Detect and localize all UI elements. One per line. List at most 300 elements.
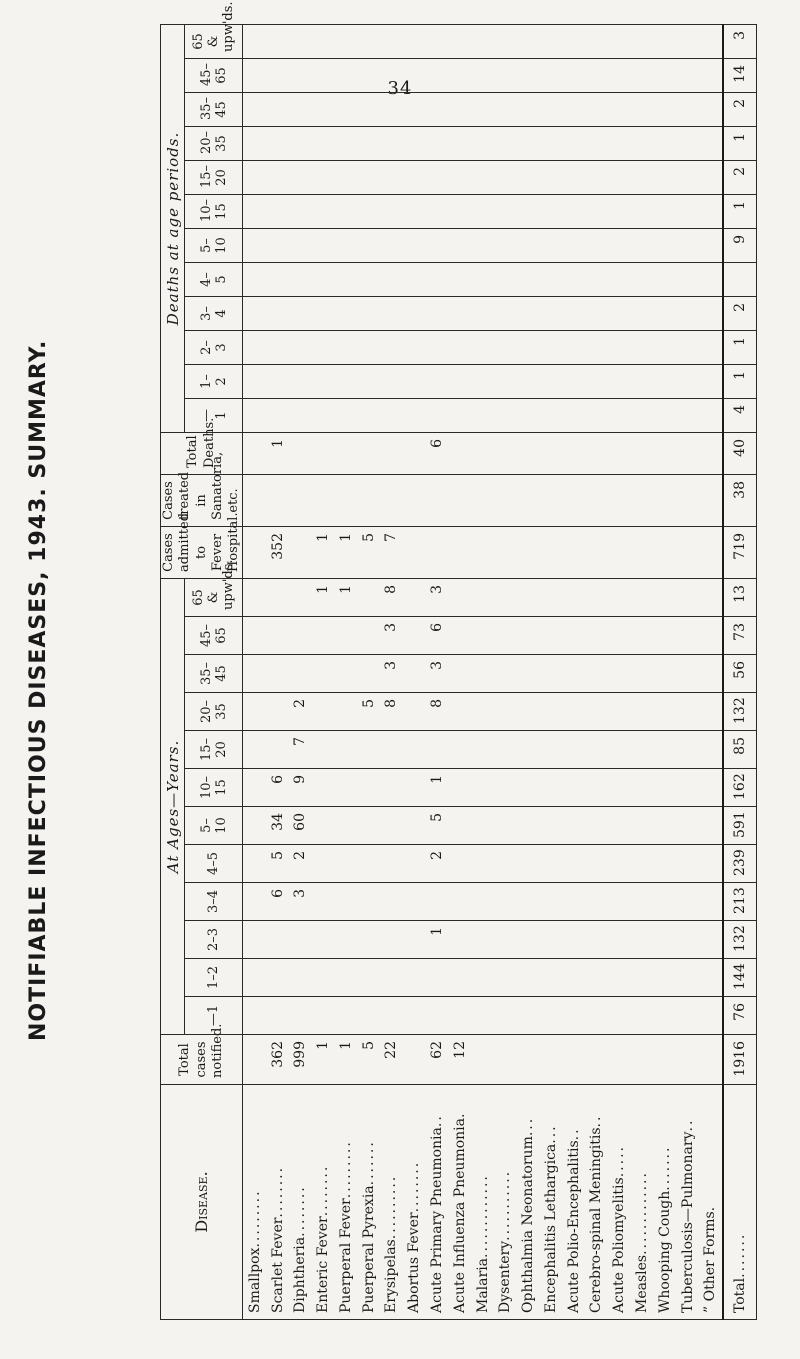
age-cases-cell: [243, 883, 266, 921]
leader-dots: ..: [679, 1118, 696, 1132]
age-deaths-cell: [585, 297, 608, 331]
age-cases-cell: [243, 807, 266, 845]
sanatoria-cell: [334, 475, 357, 527]
age-deaths-cell: [426, 127, 449, 161]
age-deaths-cell: [494, 59, 517, 93]
age-deaths-cell: [448, 399, 471, 433]
age-cases-cell: [357, 921, 380, 959]
table-header: [161, 1, 243, 1319]
age-deaths-cell: [426, 365, 449, 399]
disease-name-cell: [494, 1085, 517, 1320]
age-cases-cell: [357, 617, 380, 655]
age-deaths-cell: [494, 127, 517, 161]
age-deaths-cell: [562, 331, 585, 365]
age-deaths-cell: [266, 93, 289, 127]
age-cases-cell: [631, 655, 654, 693]
leader-dots: .......: [656, 1145, 673, 1191]
age-deaths-cell: [357, 59, 380, 93]
age-deaths-cell: [448, 59, 471, 93]
disease-name-cell: [403, 1085, 426, 1320]
disease-name-cell: [448, 1085, 471, 1320]
age-deaths-cell: [653, 263, 676, 297]
age-deaths-cell: [403, 195, 426, 229]
age-cases-cell: [631, 997, 654, 1035]
table-row: [631, 24, 654, 1319]
hospital-cell: 352: [266, 527, 289, 579]
disease-name-cell: [312, 1085, 335, 1320]
age-cases-cell: [312, 769, 335, 807]
age-cases-cell: [653, 655, 676, 693]
age-deaths-cell: [266, 365, 289, 399]
age-deaths-cell: [357, 263, 380, 297]
age-cases-cell: [494, 845, 517, 883]
age-cases-cell: 6: [266, 769, 289, 807]
sanatoria-cell: 38: [723, 475, 757, 527]
age-cases-cell: 9: [289, 769, 312, 807]
total-cases-cell: [562, 1035, 585, 1085]
age-cases-cell: [608, 769, 631, 807]
age-group-header: 45–65: [185, 617, 243, 655]
age-cases-cell: 1: [426, 769, 449, 807]
total-cases-cell: [653, 1035, 676, 1085]
age-cases-cell: [653, 997, 676, 1035]
age-cases-cell: [494, 807, 517, 845]
age-cases-cell: 3: [289, 883, 312, 921]
death-age-group-header: 5–10: [185, 229, 243, 263]
age-group-header: 65 & upw'ds.: [185, 579, 243, 617]
total-cases-cell: [608, 1035, 631, 1085]
age-deaths-cell: [403, 331, 426, 365]
age-cases-cell: [494, 883, 517, 921]
sanatoria-cell: [585, 475, 608, 527]
age-deaths-cell: [289, 263, 312, 297]
age-cases-cell: 5: [426, 807, 449, 845]
table-row: [266, 24, 289, 1319]
leader-dots: ..: [588, 1114, 605, 1128]
age-deaths-cell: [585, 127, 608, 161]
age-cases-cell: [266, 959, 289, 997]
age-deaths-cell: [266, 263, 289, 297]
deaths-at-age-header: Deaths at age periods.: [161, 24, 185, 432]
cases-treated-header: Cases treated in Sanatoria, etc.: [161, 475, 243, 527]
age-cases-cell: [653, 959, 676, 997]
age-cases-cell: [471, 959, 494, 997]
leader-dots: .............: [634, 1171, 650, 1255]
age-cases-cell: [653, 883, 676, 921]
age-deaths-cell: [608, 399, 631, 433]
total-deaths-cell: [494, 433, 517, 475]
age-cases-cell: [471, 769, 494, 807]
disease-name-cell: [699, 1085, 723, 1320]
disease-name-cell: [676, 1085, 699, 1320]
disease-name-cell: [723, 1085, 757, 1320]
age-deaths-cell: [562, 365, 585, 399]
age-deaths-cell: [676, 161, 699, 195]
age-cases-cell: [699, 997, 723, 1035]
disease-name: Acute Poliomyelitis: [611, 1177, 628, 1313]
age-cases-cell: [517, 655, 540, 693]
age-cases-cell: [403, 807, 426, 845]
age-deaths-cell: [539, 24, 562, 58]
age-cases-cell: [243, 617, 266, 655]
hospital-cell: [426, 527, 449, 579]
age-cases-cell: [608, 883, 631, 921]
age-cases-cell: [562, 921, 585, 959]
age-deaths-cell: [289, 365, 312, 399]
disease-name-cell: [426, 1085, 449, 1320]
age-cases-cell: [403, 731, 426, 769]
age-cases-cell: [448, 617, 471, 655]
age-cases-cell: [562, 731, 585, 769]
age-deaths-cell: [334, 263, 357, 297]
age-deaths-cell: [494, 229, 517, 263]
total-cases-cell: 1916: [723, 1035, 757, 1085]
leader-dots: .......: [732, 1232, 749, 1278]
age-deaths-cell: [676, 127, 699, 161]
age-deaths-cell: [517, 24, 540, 58]
header-row-groups: [161, 24, 185, 1319]
age-cases-cell: [266, 579, 289, 617]
age-deaths-cell: [471, 161, 494, 195]
age-deaths-cell: [608, 297, 631, 331]
age-deaths-cell: [426, 331, 449, 365]
total-cases-cell: [539, 1035, 562, 1085]
age-deaths-cell: [312, 331, 335, 365]
age-deaths-cell: [631, 93, 654, 127]
disease-name: Abortus Fever: [406, 1212, 423, 1313]
age-deaths-cell: [426, 161, 449, 195]
age-deaths-cell: [448, 161, 471, 195]
age-cases-cell: [494, 921, 517, 959]
age-deaths-cell: [289, 127, 312, 161]
age-deaths-cell: [539, 59, 562, 93]
sanatoria-cell: [562, 475, 585, 527]
leader-dots: ........: [406, 1160, 423, 1213]
age-cases-cell: [334, 845, 357, 883]
age-cases-cell: [243, 997, 266, 1035]
age-cases-cell: [676, 807, 699, 845]
total-cases-header: Total cases notified.: [161, 1035, 243, 1085]
age-deaths-cell: 4: [723, 399, 757, 433]
age-cases-cell: 162: [723, 769, 757, 807]
age-deaths-cell: [266, 229, 289, 263]
age-deaths-cell: [266, 297, 289, 331]
age-group-header: 10–15: [185, 769, 243, 807]
age-deaths-cell: [699, 297, 723, 331]
age-cases-cell: [448, 731, 471, 769]
age-cases-cell: [380, 997, 403, 1035]
total-deaths-cell: [608, 433, 631, 475]
age-deaths-cell: [448, 24, 471, 58]
age-cases-cell: [676, 693, 699, 731]
age-deaths-cell: [403, 24, 426, 58]
disease-name: Erysipelas: [383, 1239, 400, 1313]
age-deaths-cell: [471, 297, 494, 331]
age-cases-cell: [539, 997, 562, 1035]
age-deaths-cell: [471, 263, 494, 297]
age-deaths-cell: [334, 399, 357, 433]
age-deaths-cell: [562, 24, 585, 58]
sanatoria-cell: [312, 475, 335, 527]
age-group-header: 3–4: [185, 883, 243, 921]
age-cases-cell: [426, 997, 449, 1035]
age-cases-cell: [517, 731, 540, 769]
age-deaths-cell: [357, 161, 380, 195]
age-cases-cell: 6: [266, 883, 289, 921]
death-age-group-header: 1–2: [185, 365, 243, 399]
age-deaths-cell: [517, 297, 540, 331]
age-cases-cell: [448, 959, 471, 997]
age-deaths-cell: [585, 161, 608, 195]
age-cases-cell: [403, 693, 426, 731]
age-deaths-cell: [699, 59, 723, 93]
age-cases-cell: [631, 845, 654, 883]
age-deaths-cell: [608, 195, 631, 229]
age-cases-cell: 6: [426, 617, 449, 655]
age-cases-cell: [631, 617, 654, 655]
age-cases-cell: [403, 845, 426, 883]
age-cases-cell: [380, 921, 403, 959]
age-deaths-cell: [631, 297, 654, 331]
age-cases-cell: [562, 883, 585, 921]
age-deaths-cell: [676, 331, 699, 365]
disease-name: Acute Polio-Encephalitis: [565, 1140, 582, 1313]
total-cases-cell: [403, 1035, 426, 1085]
age-deaths-cell: [653, 127, 676, 161]
hospital-cell: [289, 527, 312, 579]
age-deaths-cell: [608, 229, 631, 263]
age-cases-cell: [471, 579, 494, 617]
age-deaths-cell: [357, 229, 380, 263]
age-deaths-cell: [676, 263, 699, 297]
table-row: [334, 24, 357, 1319]
age-deaths-cell: [289, 229, 312, 263]
age-cases-cell: [448, 655, 471, 693]
age-cases-cell: [357, 959, 380, 997]
disease-name-cell: [334, 1085, 357, 1320]
age-cases-cell: 1: [426, 921, 449, 959]
disease-name: Cerebro-spinal Meningitis: [588, 1127, 605, 1313]
age-deaths-cell: [494, 263, 517, 297]
age-deaths-cell: [266, 161, 289, 195]
age-cases-cell: [357, 997, 380, 1035]
age-deaths-cell: [380, 161, 403, 195]
age-deaths-cell: [357, 195, 380, 229]
age-deaths-cell: [539, 195, 562, 229]
age-cases-cell: [539, 731, 562, 769]
age-deaths-cell: [312, 365, 335, 399]
age-cases-cell: [312, 921, 335, 959]
disease-name: ” Other Forms: [702, 1211, 719, 1313]
age-cases-cell: [243, 579, 266, 617]
age-deaths-cell: [426, 24, 449, 58]
disease-name-cell: [243, 1085, 266, 1320]
age-cases-cell: [676, 845, 699, 883]
sanatoria-cell: [380, 475, 403, 527]
hospital-cell: [562, 527, 585, 579]
age-cases-cell: [448, 845, 471, 883]
age-deaths-cell: [494, 297, 517, 331]
age-cases-cell: [403, 883, 426, 921]
age-deaths-cell: [471, 365, 494, 399]
age-cases-cell: [517, 883, 540, 921]
age-deaths-cell: [266, 59, 289, 93]
age-group-header: 4–5: [185, 845, 243, 883]
table-row: [471, 24, 494, 1319]
age-deaths-cell: [699, 331, 723, 365]
age-cases-cell: [562, 997, 585, 1035]
age-group-header: 5–10: [185, 807, 243, 845]
age-deaths-cell: [357, 127, 380, 161]
age-deaths-cell: 14: [723, 59, 757, 93]
age-cases-cell: [562, 807, 585, 845]
age-cases-cell: [448, 769, 471, 807]
age-deaths-cell: [699, 127, 723, 161]
age-deaths-cell: [676, 24, 699, 58]
age-deaths-cell: [448, 331, 471, 365]
age-deaths-cell: 1: [723, 127, 757, 161]
age-cases-cell: [562, 617, 585, 655]
age-cases-cell: [426, 959, 449, 997]
age-cases-cell: [312, 693, 335, 731]
total-deaths-cell: [699, 433, 723, 475]
table-row: [403, 24, 426, 1319]
age-cases-cell: [471, 693, 494, 731]
leader-dots: ...: [542, 1124, 559, 1144]
age-cases-cell: [676, 997, 699, 1035]
age-cases-cell: [266, 693, 289, 731]
hospital-cell: [471, 527, 494, 579]
age-cases-cell: [266, 997, 289, 1035]
total-deaths-header: Total Deaths.: [161, 433, 243, 475]
age-deaths-cell: [334, 331, 357, 365]
total-cases-cell: 362: [266, 1035, 289, 1085]
leader-dots: .: [702, 1204, 719, 1212]
age-deaths-cell: [243, 195, 266, 229]
age-cases-cell: 2: [289, 693, 312, 731]
age-cases-cell: [653, 617, 676, 655]
disease-name: Diphtheria: [292, 1236, 309, 1313]
total-deaths-cell: [334, 433, 357, 475]
age-deaths-cell: [539, 297, 562, 331]
table-row: [653, 24, 676, 1319]
age-deaths-cell: [517, 195, 540, 229]
age-deaths-cell: [699, 229, 723, 263]
age-cases-cell: [334, 769, 357, 807]
age-cases-cell: [357, 579, 380, 617]
age-cases-cell: [471, 883, 494, 921]
age-cases-cell: [494, 655, 517, 693]
age-cases-cell: [289, 617, 312, 655]
age-deaths-cell: [699, 195, 723, 229]
age-cases-cell: [676, 883, 699, 921]
leader-dots: ...: [520, 1116, 537, 1137]
age-deaths-cell: [243, 24, 266, 58]
age-deaths-cell: [676, 297, 699, 331]
sanatoria-cell: [448, 475, 471, 527]
age-deaths-cell: [471, 399, 494, 433]
age-cases-cell: 1: [312, 579, 335, 617]
age-cases-cell: [243, 731, 266, 769]
total-deaths-cell: [380, 433, 403, 475]
age-deaths-cell: [562, 127, 585, 161]
age-cases-cell: 85: [723, 731, 757, 769]
age-cases-cell: 8: [380, 693, 403, 731]
age-cases-cell: [699, 617, 723, 655]
table-row: [676, 24, 699, 1319]
age-deaths-cell: [403, 93, 426, 127]
age-deaths-cell: [403, 297, 426, 331]
age-cases-cell: [312, 655, 335, 693]
age-deaths-cell: [653, 365, 676, 399]
age-cases-cell: [539, 617, 562, 655]
age-deaths-cell: 2: [723, 93, 757, 127]
leader-dots: .........: [337, 1140, 354, 1199]
age-group-header: 1–2: [185, 959, 243, 997]
age-cases-cell: 2: [289, 845, 312, 883]
age-cases-cell: [608, 845, 631, 883]
age-cases-cell: [539, 655, 562, 693]
age-deaths-cell: [243, 93, 266, 127]
age-deaths-cell: [585, 263, 608, 297]
age-cases-cell: [631, 731, 654, 769]
table-row: [312, 24, 335, 1319]
age-cases-cell: [631, 693, 654, 731]
leader-dots: ..: [565, 1127, 582, 1141]
total-deaths-cell: [517, 433, 540, 475]
disease-name: Whooping Cough: [656, 1190, 673, 1313]
age-deaths-cell: [562, 59, 585, 93]
hospital-cell: [699, 527, 723, 579]
total-cases-cell: 22: [380, 1035, 403, 1085]
age-cases-cell: [653, 769, 676, 807]
hospital-cell: 719: [723, 527, 757, 579]
total-cases-cell: [471, 1035, 494, 1085]
age-deaths-cell: [426, 59, 449, 93]
age-cases-cell: [334, 921, 357, 959]
sanatoria-cell: [653, 475, 676, 527]
leader-dots: ..: [428, 1114, 445, 1128]
age-deaths-cell: 3: [723, 24, 757, 58]
total-deaths-cell: [312, 433, 335, 475]
hospital-cell: 7: [380, 527, 403, 579]
age-cases-cell: [380, 959, 403, 997]
hospital-cell: 1: [334, 527, 357, 579]
age-deaths-cell: [631, 331, 654, 365]
age-deaths-cell: [243, 127, 266, 161]
total-deaths-cell: [471, 433, 494, 475]
age-deaths-cell: [426, 195, 449, 229]
age-cases-cell: [357, 883, 380, 921]
age-cases-cell: [585, 883, 608, 921]
age-cases-cell: [608, 731, 631, 769]
age-deaths-cell: [289, 195, 312, 229]
total-cases-cell: 1: [334, 1035, 357, 1085]
age-deaths-cell: [608, 24, 631, 58]
age-cases-cell: 8: [426, 693, 449, 731]
sanatoria-cell: [608, 475, 631, 527]
age-cases-cell: [289, 959, 312, 997]
age-cases-cell: 3: [426, 655, 449, 693]
age-cases-cell: [266, 921, 289, 959]
age-deaths-cell: [608, 365, 631, 399]
age-cases-cell: [699, 845, 723, 883]
age-cases-cell: [334, 731, 357, 769]
leader-dots: .....: [611, 1145, 628, 1178]
age-cases-cell: [585, 579, 608, 617]
age-cases-cell: [403, 579, 426, 617]
age-deaths-cell: [243, 161, 266, 195]
